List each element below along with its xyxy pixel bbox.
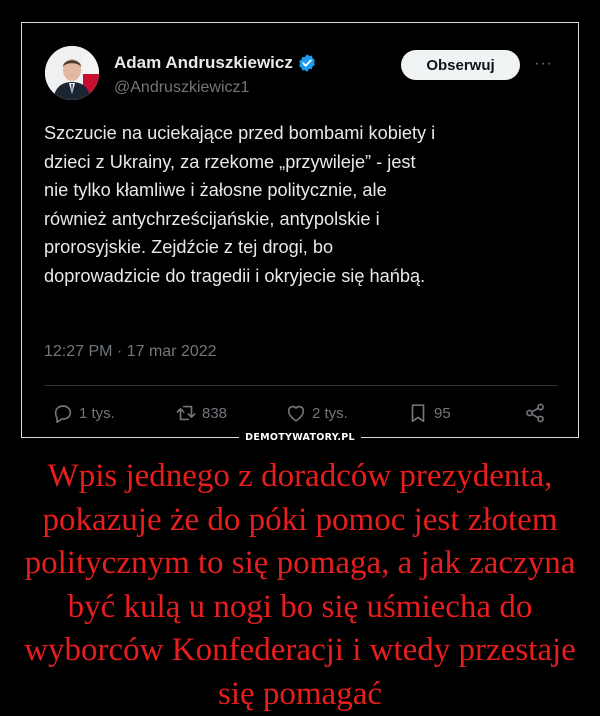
reply-count: 1 tys. bbox=[79, 404, 115, 422]
heart-icon bbox=[285, 402, 307, 424]
tweet-card bbox=[22, 23, 578, 437]
bookmark-button[interactable] bbox=[407, 401, 451, 425]
author-handle[interactable]: @Andruszkiewicz1 bbox=[114, 79, 250, 96]
more-options-icon[interactable]: ··· bbox=[534, 55, 553, 72]
tweet-timestamp[interactable]: 12:27 PM · 17 mar 2022 bbox=[44, 343, 217, 360]
reply-icon bbox=[52, 402, 74, 424]
follow-button[interactable]: Obserwuj bbox=[401, 50, 520, 80]
author-name[interactable]: Adam Andruszkiewicz bbox=[114, 53, 293, 72]
tweet-text: Szczucie na uciekające przed bombami kobiety i dzieci z Ukrainy, za rzekome „przywileje” - jest nie tylko kłamliwe i żałosne politycznie, ale również antychrześcijańskie, antypolskie i prorosyjskie. Zejdźcie z tej drogi, bo doprowadzicie do tragedii i okryjecie się hańbą. bbox=[44, 123, 436, 286]
screenshot-frame bbox=[21, 22, 579, 438]
avatar[interactable] bbox=[45, 46, 99, 100]
retweet-button[interactable] bbox=[175, 401, 227, 425]
bookmark-count: 95 bbox=[434, 404, 451, 422]
divider bbox=[44, 385, 558, 386]
avatar-photo bbox=[45, 46, 99, 100]
bookmark-icon bbox=[407, 402, 429, 424]
like-count: 2 tys. bbox=[312, 404, 348, 422]
verified-badge-icon bbox=[297, 53, 317, 73]
reply-button[interactable] bbox=[52, 401, 115, 425]
retweet-icon bbox=[175, 402, 197, 424]
author-block bbox=[114, 51, 317, 97]
like-button[interactable] bbox=[285, 401, 348, 425]
caption: Wpis jednego z doradców prezydenta, pokazuje że do póki pomoc jest złotem politycznym to się pomaga, a jak zaczyna być kulą u nogi bo się uśmiecha do wyborców Konfederacji i wtedy przestaje się pomagać bbox=[24, 458, 576, 712]
tweet-actions bbox=[22, 401, 578, 425]
share-button[interactable] bbox=[524, 401, 551, 425]
retweet-count: 838 bbox=[202, 404, 228, 422]
watermark: DEMOTYWATORY.PL bbox=[239, 431, 361, 445]
share-icon bbox=[524, 402, 546, 424]
